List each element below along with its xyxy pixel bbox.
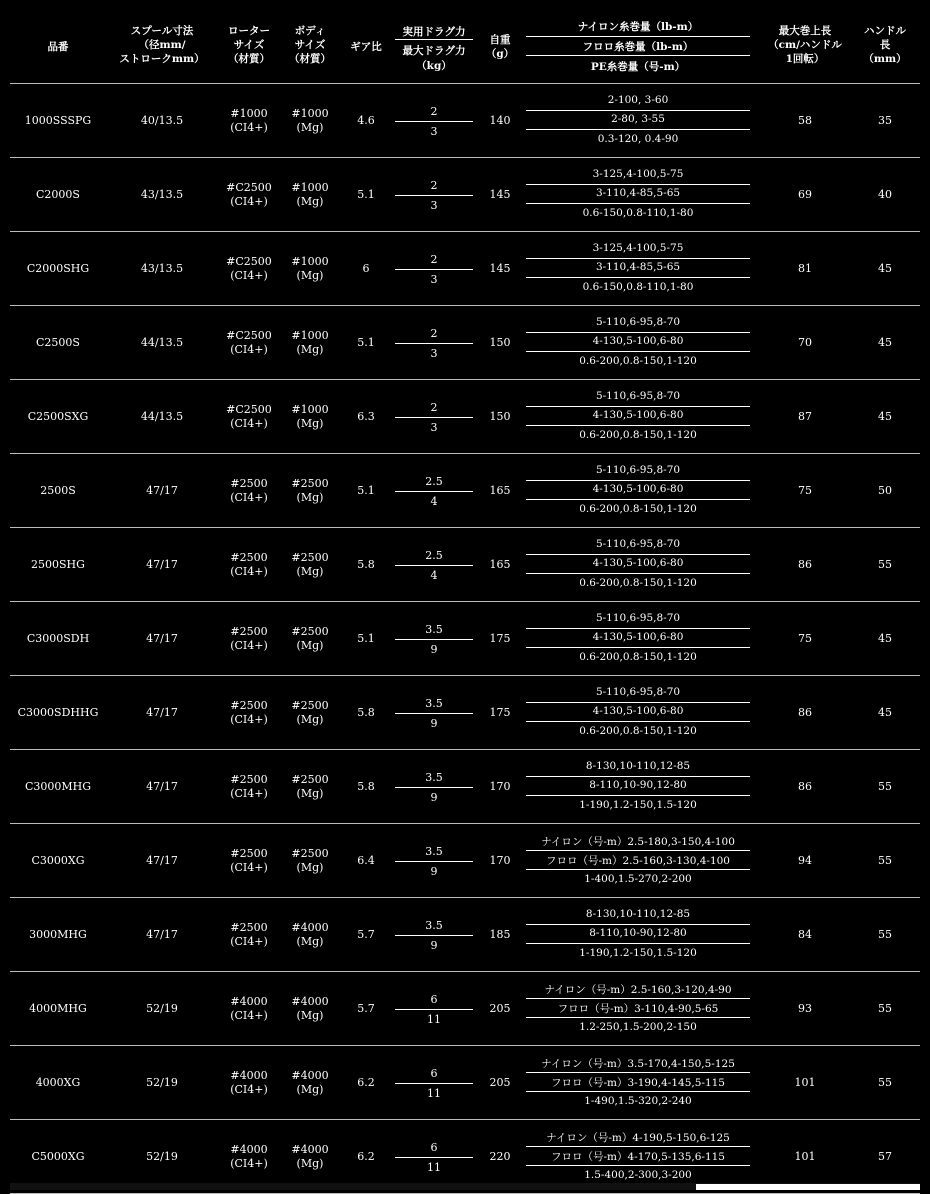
cell-retrieve: 81: [798, 262, 812, 275]
cell-handle: 45: [878, 706, 892, 719]
cap-divider-1: [526, 332, 750, 333]
cell-rotor: #2500 (CI4+): [230, 551, 268, 578]
cell-cap-fluoro: フロロ（号-m）4-170,5-135,6-115: [551, 1151, 725, 1163]
cap-divider-1: [526, 406, 750, 407]
table-row: [0, 454, 930, 528]
cap-divider-2: [526, 1017, 750, 1018]
header-gear: ギア比: [350, 41, 382, 53]
cell-drag-practical: 3.5: [425, 697, 443, 710]
cell-retrieve: 75: [798, 484, 812, 497]
cell-retrieve: 101: [794, 1150, 816, 1163]
cap-divider-1: [526, 480, 750, 481]
cell-drag-max: 11: [427, 1013, 441, 1026]
cap-divider-1: [526, 110, 750, 111]
cell-cap-pe: 0.6-200,0.8-150,1-120: [579, 725, 697, 737]
cell-model: C2000S: [36, 188, 80, 201]
cell-gear: 5.8: [357, 780, 375, 793]
cell-cap-nylon: ナイロン（号-m）2.5-180,3-150,4-100: [541, 836, 735, 848]
table-row: [0, 528, 930, 602]
cell-body: #1000 (Mg): [291, 107, 329, 134]
cell-handle: 45: [878, 336, 892, 349]
cell-cap-pe: 0.3-120, 0.4-90: [597, 133, 679, 145]
drag-divider: [395, 1083, 473, 1084]
drag-divider: [395, 195, 473, 196]
cell-model: 2500SHG: [31, 558, 85, 571]
cell-cap-pe: 1-190,1.2-150,1.5-120: [579, 799, 697, 811]
cell-drag-practical: 3.5: [425, 623, 443, 636]
cell-cap-nylon: 2-100, 3-60: [607, 94, 669, 106]
cell-gear: 5.1: [357, 484, 375, 497]
cell-handle: 55: [878, 1076, 892, 1089]
cell-cap-fluoro: 4-130,5-100,6-80: [592, 483, 684, 495]
cell-body: #2500 (Mg): [291, 773, 329, 800]
drag-divider: [395, 935, 473, 936]
cell-spool: 52/19: [146, 1076, 178, 1089]
header-drag-divider: [395, 39, 473, 40]
drag-divider: [395, 269, 473, 270]
cell-handle: 45: [878, 632, 892, 645]
cell-model: 4000MHG: [29, 1002, 87, 1015]
cell-cap-nylon: 5-110,6-95,8-70: [595, 464, 681, 476]
cell-drag-practical: 2.5: [425, 549, 443, 562]
cell-rotor: #4000 (CI4+): [230, 995, 268, 1022]
cell-drag-practical: 2: [430, 327, 438, 340]
cell-drag-practical: 6: [430, 993, 438, 1006]
cell-gear: 5.7: [357, 928, 375, 941]
cell-weight: 175: [489, 632, 511, 645]
cell-weight: 185: [489, 928, 511, 941]
header-cap-nylon: ナイロン糸巻量（lb-m）: [577, 21, 699, 33]
cell-spool: 47/17: [146, 706, 178, 719]
table-row: [0, 158, 930, 232]
cell-drag-max: 3: [430, 125, 438, 138]
cell-cap-nylon: ナイロン（号-m）3.5-170,4-150,5-125: [541, 1058, 735, 1070]
cell-model: C2500SXG: [27, 410, 89, 423]
cell-cap-fluoro: フロロ（号-m）3-110,4-90,5-65: [557, 1003, 719, 1015]
cell-model: 4000XG: [35, 1076, 81, 1089]
cell-drag-max: 11: [427, 1087, 441, 1100]
drag-divider: [395, 1009, 473, 1010]
cell-retrieve: 84: [798, 928, 812, 941]
header-cap-pe: PE糸巻量（号-m）: [590, 61, 686, 73]
cell-retrieve: 87: [798, 410, 812, 423]
cell-cap-pe: 1.5-400,2-300,3-200: [584, 1169, 692, 1181]
cell-drag-max: 3: [430, 273, 438, 286]
cell-gear: 5.8: [357, 558, 375, 571]
cell-model: C3000SDHHG: [17, 706, 99, 719]
cell-rotor: #4000 (CI4+): [230, 1143, 268, 1170]
cell-drag-practical: 2: [430, 179, 438, 192]
cap-divider-2: [526, 203, 750, 204]
cell-rotor: #C2500 (CI4+): [226, 403, 272, 430]
cell-body: #1000 (Mg): [291, 329, 329, 356]
cell-rotor: #2500 (CI4+): [230, 921, 268, 948]
cell-body: #2500 (Mg): [291, 551, 329, 578]
cell-handle: 35: [878, 114, 892, 127]
cell-rotor: #C2500 (CI4+): [226, 329, 272, 356]
cell-weight: 140: [489, 114, 511, 127]
cell-gear: 5.7: [357, 1002, 375, 1015]
cell-gear: 6: [362, 262, 370, 275]
cap-divider-2: [526, 425, 750, 426]
cell-spool: 52/19: [146, 1002, 178, 1015]
cell-spool: 47/17: [146, 484, 178, 497]
cap-divider-2: [526, 795, 750, 796]
cell-body: #4000 (Mg): [291, 921, 329, 948]
drag-divider: [395, 121, 473, 122]
table-row: [0, 750, 930, 824]
cell-weight: 145: [489, 262, 511, 275]
cell-cap-nylon: 3-125,4-100,5-75: [592, 242, 684, 254]
cell-handle: 45: [878, 262, 892, 275]
cell-weight: 220: [489, 1150, 511, 1163]
cell-drag-practical: 2: [430, 105, 438, 118]
cell-cap-pe: 0.6-200,0.8-150,1-120: [579, 355, 697, 367]
cell-spool: 47/17: [146, 780, 178, 793]
cell-model: 2500S: [40, 484, 76, 497]
cap-divider-2: [526, 1165, 750, 1166]
header-rotor: ローター サイズ （材質）: [228, 25, 270, 65]
cell-cap-nylon: ナイロン（号-m）2.5-160,3-120,4-90: [544, 984, 732, 996]
cap-divider-2: [526, 1091, 750, 1092]
drag-divider: [395, 861, 473, 862]
cap-divider-1: [526, 258, 750, 259]
cell-cap-nylon: 5-110,6-95,8-70: [595, 538, 681, 550]
cell-model: C3000XG: [31, 854, 85, 867]
cell-cap-nylon: 5-110,6-95,8-70: [595, 390, 681, 402]
drag-divider: [395, 787, 473, 788]
cell-cap-fluoro: 3-110,4-85,5-65: [595, 261, 681, 273]
header-drag-max: 最大ドラグ力: [402, 45, 466, 57]
drag-divider: [395, 565, 473, 566]
cell-handle: 40: [878, 188, 892, 201]
cell-cap-pe: 1-400,1.5-270,2-200: [584, 873, 692, 885]
cell-spool: 47/17: [146, 558, 178, 571]
cell-gear: 5.1: [357, 632, 375, 645]
cell-model: C3000MHG: [24, 780, 92, 793]
cell-cap-nylon: 8-130,10-110,12-85: [585, 760, 691, 772]
cap-divider-1: [526, 184, 750, 185]
cell-rotor: #C2500 (CI4+): [226, 255, 272, 282]
cell-cap-pe: 0.6-150,0.8-110,1-80: [582, 281, 694, 293]
cell-cap-fluoro: 8-110,10-90,12-80: [589, 927, 687, 939]
cap-divider-2: [526, 573, 750, 574]
cell-retrieve: 69: [798, 188, 812, 201]
cell-weight: 150: [489, 336, 511, 349]
cell-drag-max: 9: [430, 865, 438, 878]
cell-rotor: #4000 (CI4+): [230, 1069, 268, 1096]
cell-weight: 170: [489, 854, 511, 867]
cell-retrieve: 101: [794, 1076, 816, 1089]
bottom-scroll-thumb[interactable]: [696, 1184, 920, 1190]
table-row: [0, 972, 930, 1046]
cell-cap-nylon: ナイロン（号-m）4-190,5-150,6-125: [546, 1132, 730, 1144]
cell-drag-max: 3: [430, 421, 438, 434]
cell-body: #4000 (Mg): [291, 1069, 329, 1096]
cell-cap-fluoro: 4-130,5-100,6-80: [592, 557, 684, 569]
cell-cap-pe: 0.6-200,0.8-150,1-120: [579, 429, 697, 441]
cell-drag-practical: 3.5: [425, 919, 443, 932]
cell-spool: 43/13.5: [140, 262, 184, 275]
cell-cap-pe: 1-190,1.2-150,1.5-120: [579, 947, 697, 959]
drag-divider: [395, 639, 473, 640]
cell-retrieve: 94: [798, 854, 812, 867]
cell-retrieve: 58: [798, 114, 812, 127]
cell-gear: 6.3: [357, 410, 375, 423]
cell-rotor: #C2500 (CI4+): [226, 181, 272, 208]
drag-divider: [395, 417, 473, 418]
cell-rotor: #2500 (CI4+): [230, 477, 268, 504]
cell-cap-fluoro: 8-110,10-90,12-80: [589, 779, 687, 791]
cell-cap-fluoro: 4-130,5-100,6-80: [592, 631, 684, 643]
cell-cap-pe: 0.6-200,0.8-150,1-120: [579, 651, 697, 663]
table-row: [0, 898, 930, 972]
cell-drag-practical: 2.5: [425, 475, 443, 488]
cell-drag-max: 4: [430, 569, 438, 582]
cell-retrieve: 93: [798, 1002, 812, 1015]
cell-rotor: #2500 (CI4+): [230, 699, 268, 726]
cell-cap-fluoro: 4-130,5-100,6-80: [592, 705, 684, 717]
cell-cap-fluoro: 4-130,5-100,6-80: [592, 335, 684, 347]
cap-divider-1: [526, 998, 750, 999]
cap-divider-1: [526, 850, 750, 851]
cell-gear: 4.6: [357, 114, 375, 127]
cell-spool: 44/13.5: [140, 336, 184, 349]
cell-cap-nylon: 8-130,10-110,12-85: [585, 908, 691, 920]
cell-body: #1000 (Mg): [291, 181, 329, 208]
cell-cap-pe: 0.6-200,0.8-150,1-120: [579, 577, 697, 589]
cell-drag-practical: 3.5: [425, 771, 443, 784]
cell-cap-fluoro: 4-130,5-100,6-80: [592, 409, 684, 421]
table-row: [0, 824, 930, 898]
cell-body: #2500 (Mg): [291, 847, 329, 874]
header-drag-practical: 実用ドラグ力: [402, 26, 466, 38]
table-row: [0, 380, 930, 454]
table-row: [0, 1046, 930, 1120]
cell-cap-pe: 0.6-200,0.8-150,1-120: [579, 503, 697, 515]
cell-body: #2500 (Mg): [291, 477, 329, 504]
header-retrieve: 最大巻上長 （cm/ハンドル 1回転）: [768, 25, 842, 65]
cell-drag-practical: 6: [430, 1067, 438, 1080]
cell-cap-fluoro: 3-110,4-85,5-65: [595, 187, 681, 199]
cell-body: #2500 (Mg): [291, 625, 329, 652]
cell-gear: 6.2: [357, 1150, 375, 1163]
cell-rotor: #1000 (CI4+): [230, 107, 268, 134]
table-row: [0, 232, 930, 306]
cell-cap-nylon: 5-110,6-95,8-70: [595, 612, 681, 624]
cell-model: C5000XG: [31, 1150, 85, 1163]
table-row: [0, 676, 930, 750]
cell-handle: 55: [878, 928, 892, 941]
cell-drag-max: 9: [430, 717, 438, 730]
cell-model: C2000SHG: [26, 262, 90, 275]
cell-drag-max: 11: [427, 1161, 441, 1174]
cell-retrieve: 75: [798, 632, 812, 645]
cell-retrieve: 86: [798, 706, 812, 719]
cell-cap-pe: 1.2-250,1.5-200,2-150: [579, 1021, 697, 1033]
cap-divider-1: [526, 776, 750, 777]
cell-gear: 6.4: [357, 854, 375, 867]
cell-handle: 55: [878, 558, 892, 571]
cell-gear: 6.2: [357, 1076, 375, 1089]
cell-cap-fluoro: 2-80, 3-55: [611, 113, 665, 125]
cell-weight: 165: [489, 558, 511, 571]
cap-divider-2: [526, 869, 750, 870]
cell-weight: 165: [489, 484, 511, 497]
cell-weight: 205: [489, 1076, 511, 1089]
cell-rotor: #2500 (CI4+): [230, 773, 268, 800]
table-row: [0, 602, 930, 676]
cell-spool: 47/17: [146, 854, 178, 867]
cell-spool: 47/17: [146, 928, 178, 941]
cap-divider-2: [526, 943, 750, 944]
cell-handle: 50: [878, 484, 892, 497]
cell-handle: 45: [878, 410, 892, 423]
cell-drag-max: 9: [430, 643, 438, 656]
cell-gear: 5.8: [357, 706, 375, 719]
cell-weight: 175: [489, 706, 511, 719]
cap-divider-1: [526, 554, 750, 555]
cell-body: #4000 (Mg): [291, 1143, 329, 1170]
cell-drag-max: 3: [430, 199, 438, 212]
cell-rotor: #2500 (CI4+): [230, 847, 268, 874]
cell-drag-max: 4: [430, 495, 438, 508]
cell-drag-max: 9: [430, 939, 438, 952]
cap-divider-2: [526, 647, 750, 648]
cell-drag-max: 9: [430, 791, 438, 804]
drag-divider: [395, 491, 473, 492]
cell-drag-practical: 2: [430, 401, 438, 414]
cell-body: #4000 (Mg): [291, 995, 329, 1022]
cell-retrieve: 86: [798, 558, 812, 571]
cell-body: #1000 (Mg): [291, 255, 329, 282]
cell-weight: 205: [489, 1002, 511, 1015]
drag-divider: [395, 713, 473, 714]
cell-weight: 150: [489, 410, 511, 423]
cap-divider-1: [526, 1072, 750, 1073]
header-model: 品番: [47, 41, 69, 53]
cell-spool: 43/13.5: [140, 188, 184, 201]
table-row: [0, 84, 930, 158]
cell-spool: 40/13.5: [140, 114, 184, 127]
cell-cap-fluoro: フロロ（号-m）3-190,4-145,5-115: [551, 1077, 725, 1089]
header-weight: 自重 （g）: [485, 34, 515, 60]
cell-drag-practical: 2: [430, 253, 438, 266]
cell-cap-nylon: 5-110,6-95,8-70: [595, 316, 681, 328]
cell-handle: 57: [878, 1150, 892, 1163]
cell-weight: 145: [489, 188, 511, 201]
cell-body: #1000 (Mg): [291, 403, 329, 430]
cell-spool: 44/13.5: [140, 410, 184, 423]
header-drag-unit: （kg）: [416, 60, 452, 72]
header-body: ボディ サイズ （材質）: [289, 25, 331, 65]
cell-model: 3000MHG: [29, 928, 87, 941]
cell-handle: 55: [878, 780, 892, 793]
cell-gear: 5.1: [357, 336, 375, 349]
table-row: [0, 306, 930, 380]
cap-divider-1: [526, 702, 750, 703]
cap-divider-2: [526, 277, 750, 278]
cell-cap-pe: 0.6-150,0.8-110,1-80: [582, 207, 694, 219]
cell-drag-practical: 6: [430, 1141, 438, 1154]
drag-divider: [395, 1157, 473, 1158]
cell-handle: 55: [878, 854, 892, 867]
cell-drag-practical: 3.5: [425, 845, 443, 858]
cap-divider-2: [526, 351, 750, 352]
table-header: [0, 0, 930, 84]
cell-retrieve: 86: [798, 780, 812, 793]
cell-handle: 55: [878, 1002, 892, 1015]
cell-model: C3000SDH: [26, 632, 90, 645]
cap-divider-1: [526, 924, 750, 925]
cap-divider-1: [526, 1146, 750, 1147]
drag-divider: [395, 343, 473, 344]
header-cap-fluoro: フロロ糸巻量（lb-m）: [582, 41, 694, 53]
cell-cap-fluoro: フロロ（号-m）2.5-160,3-130,4-100: [545, 855, 730, 867]
cell-cap-pe: 1-490,1.5-320,2-240: [584, 1095, 692, 1107]
cell-cap-nylon: 3-125,4-100,5-75: [592, 168, 684, 180]
cap-divider-2: [526, 721, 750, 722]
header-handle: ハンドル 長 （mm）: [863, 25, 907, 65]
cell-weight: 170: [489, 780, 511, 793]
header-cap-divider-2: [526, 55, 750, 56]
cell-gear: 5.1: [357, 188, 375, 201]
cell-retrieve: 70: [798, 336, 812, 349]
header-cap-divider-1: [526, 36, 750, 37]
header-spool: スプール寸法 （径mm/ ストロークmm）: [119, 25, 205, 65]
cell-body: #2500 (Mg): [291, 699, 329, 726]
cell-cap-nylon: 5-110,6-95,8-70: [595, 686, 681, 698]
cell-model: C2500S: [36, 336, 80, 349]
cell-spool: 52/19: [146, 1150, 178, 1163]
cell-rotor: #2500 (CI4+): [230, 625, 268, 652]
cap-divider-2: [526, 499, 750, 500]
cell-spool: 47/17: [146, 632, 178, 645]
cap-divider-2: [526, 129, 750, 130]
cell-model: 1000SSSPG: [24, 114, 92, 127]
cell-drag-max: 3: [430, 347, 438, 360]
cap-divider-1: [526, 628, 750, 629]
